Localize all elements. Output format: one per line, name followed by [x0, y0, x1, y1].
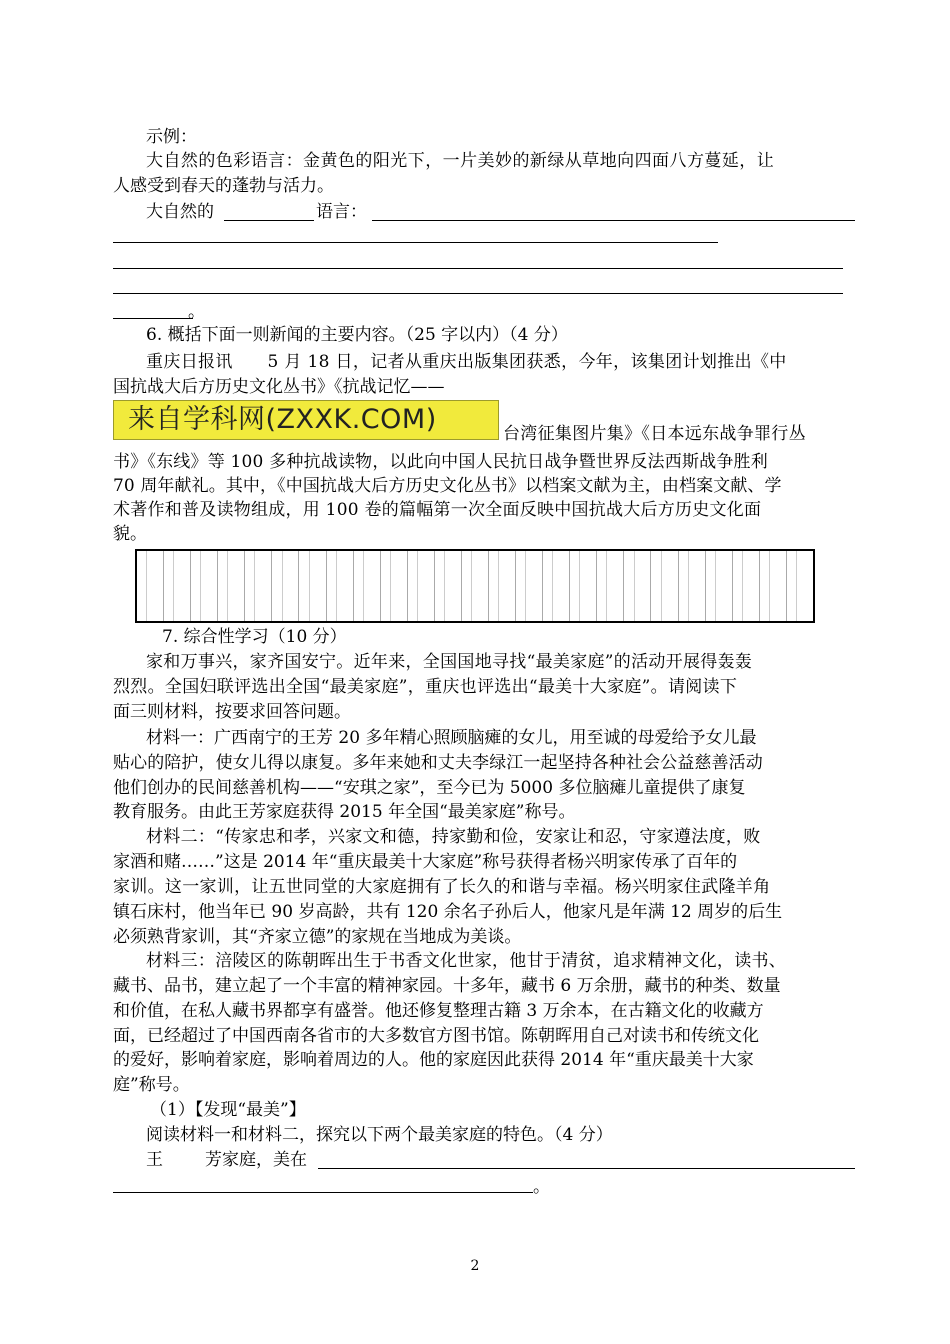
answer-line-2[interactable]	[113, 242, 718, 243]
answer-grid[interactable]	[135, 549, 815, 623]
news-text: 重庆日报讯 5 月 18 日，记者从重庆出版集团获悉，今年，该集团计划推出《中	[146, 352, 787, 372]
answer-prompt-wang: 王	[146, 1150, 163, 1170]
answer-line-4[interactable]	[113, 293, 843, 294]
answer-line-3[interactable]	[113, 268, 843, 269]
material-3: 和价值，在私人藏书界都享有盛誉。他还修复整理古籍 3 万余本，在古籍文化的收藏方	[113, 1001, 764, 1021]
intro-text: 家和万事兴，家齐国安宁。近年来，全国国地寻找“最美家庭”的活动开展得轰轰	[146, 652, 753, 672]
material-2: 必须熟背家训，其“齐家立德”的家规在当地成为美谈。	[113, 927, 522, 947]
intro-text: 面三则材料，按要求回答问题。	[113, 702, 351, 722]
answer-line-wang-2[interactable]	[113, 1192, 533, 1193]
material-2: 镇石床村，他当年已 90 岁高龄，共有 120 余名子孙后人，他家凡是年满 12 周岁的后生	[113, 902, 783, 922]
material-2: 家酒和赌……”这是 2014 年“重庆最美十大家庭”称号获得者杨兴明家传承了百年的	[113, 852, 738, 872]
material-3: 材料三：涪陵区的陈朝晖出生于书香文化世家，他甘于清贫，追求精神文化，读书、	[146, 951, 787, 971]
answer-line-wang-1[interactable]	[318, 1168, 855, 1169]
answer-line-5[interactable]	[113, 318, 193, 319]
news-text: 术著作和普及读物组成，用 100 卷的篇幅第一次全面反映中国抗战大后方历史文化面	[113, 500, 762, 520]
question-7-title: 7. 综合性学习（10 分）	[162, 627, 347, 647]
watermark-text: 来自学科网(ZXXK.COM)	[128, 404, 437, 435]
example-text-cont: 人感受到春天的蓬勃与活力。	[113, 176, 334, 196]
material-1: 贴心的陪护，使女儿得以康复。多年来她和丈夫李绿江一起坚持各种社会公益慈善活动	[113, 753, 763, 773]
news-text: 国抗战大后方历史文化丛书》《抗战记忆——	[113, 377, 445, 397]
answer-prompt-wang-cont: 芳家庭，美在	[205, 1150, 307, 1170]
answer-end-period: 。	[533, 1177, 550, 1197]
answer-line-1[interactable]	[372, 220, 855, 221]
material-1: 材料一：广西南宁的王芳 20 多年精心照顾脑瘫的女儿，用至诚的母爱给予女儿最	[146, 728, 757, 748]
material-3: 面，已经超过了中国西南各省市的大多数官方图书馆。陈朝晖用自己对读书和传统文化	[113, 1026, 759, 1046]
example-text: 大自然的色彩语言：金黄色的阳光下，一片美妙的新绿从草地向四面八方蔓延，让	[146, 151, 775, 171]
page-number: 2	[470, 1258, 480, 1274]
material-3: 庭”称号。	[113, 1075, 190, 1095]
question-6-title: 6. 概括下面一则新闻的主要内容。（25 字以内）（4 分）	[146, 325, 568, 345]
news-text: 貌。	[113, 524, 147, 544]
news-text: 台湾征集图片集》《日本远东战争罪行丛	[503, 424, 806, 444]
answer-prompt-language: 语言：	[316, 202, 367, 222]
material-1: 他们创办的民间慈善机构——“安琪之家”，至今已为 5000 多位脑瘫儿童提供了康复	[113, 778, 746, 798]
material-1: 教育服务。由此王芳家庭获得 2015 年全国“最美家庭”称号。	[113, 802, 576, 822]
material-3: 藏书、品书，建立起了一个丰富的精神家园。十多年，藏书 6 万余册，藏书的种类、数量	[113, 976, 781, 996]
answer-prompt-nature: 大自然的	[146, 202, 214, 222]
material-2: 家训。这一家训，让五世同堂的大家庭拥有了长久的和谐与幸福。杨兴明家住武隆羊角	[113, 877, 771, 897]
material-2: 材料二：“传家忠和孝，兴家文和德，持家勤和俭，安家让和忍，守家遵法度，败	[146, 827, 761, 847]
answer-blank-short[interactable]	[224, 220, 314, 221]
news-text: 70 周年献礼。其中，《中国抗战大后方历史文化丛书》以档案文献为主，由档案文献、学	[113, 476, 782, 496]
material-3: 的爱好，影响着家庭，影响着周边的人。他的家庭因此获得 2014 年“重庆最美十大家	[113, 1050, 754, 1070]
answer-end-period: 。	[188, 302, 205, 322]
news-text: 书》《东线》等 100 多种抗战读物，以此向中国人民抗日战争暨世界反法西斯战争胜利	[113, 452, 768, 472]
watermark-logo	[113, 400, 499, 440]
example-label: 示例：	[146, 127, 197, 147]
subquestion-1-prompt: 阅读材料一和材料二，探究以下两个最美家庭的特色。（4 分）	[146, 1125, 613, 1145]
intro-text: 烈烈。全国妇联评选出全国“最美家庭”，重庆也评选出“最美十大家庭”。请阅读下	[113, 677, 738, 697]
subquestion-1-title: （1）【发现“最美”】	[150, 1100, 306, 1120]
